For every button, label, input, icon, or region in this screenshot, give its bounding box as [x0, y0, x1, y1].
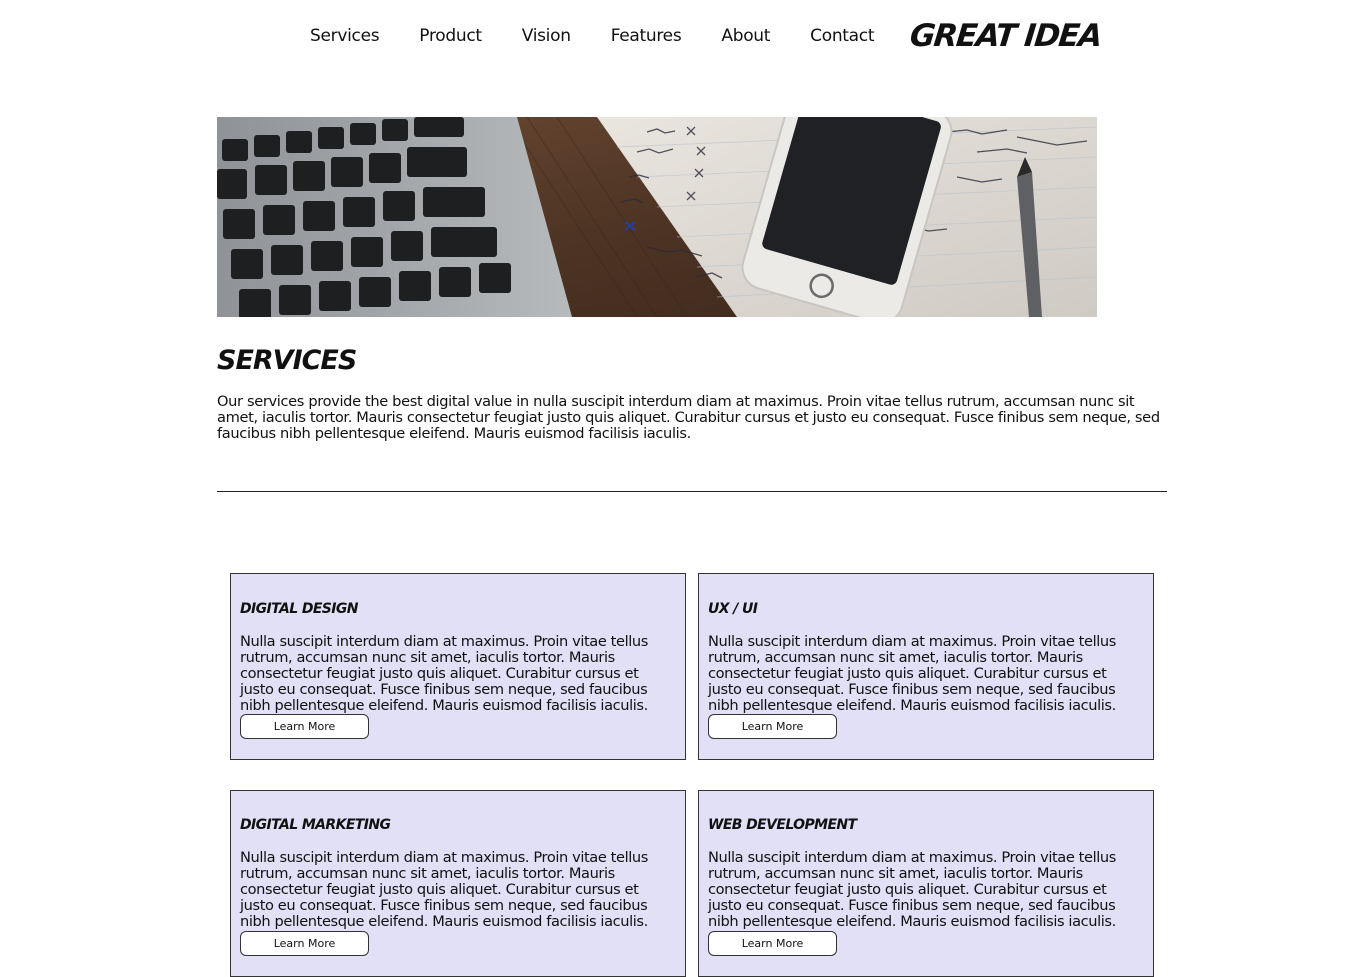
service-card-digital-marketing	[230, 790, 686, 977]
section-divider	[217, 491, 1167, 492]
card-title: DIGITAL MARKETING	[240, 817, 391, 833]
service-card-ux-ui	[698, 573, 1154, 760]
services-intro: Our services provide the best digital value in nulla suscipit interdum diam at maximus. Proin vitae tellus rutrum, accumsan nunc sit amet, iaculis tortor. Mauris consectetur feugiat justo quis aliquet. Curabitur cursus et justo eu consequat. Fusce finibus sem neque, sed faucibus nibh pellentesque eleifend. Mauris euismod facilisis iaculis.	[217, 393, 1160, 442]
site-logo[interactable]	[908, 14, 1103, 58]
card-text: Nulla suscipit interdum diam at maximus. Proin vitae tellus rutrum, accumsan nunc sit amet, iaculis tortor. Mauris consectetur feugiat justo quis aliquet. Curabitur cursus et justo eu consequat. Fusce finibus sem neque, sed faucibus nibh pellentesque eleifend. Mauris euismod facilisis iaculis.	[708, 849, 1116, 930]
learn-more-button[interactable]: Learn More	[708, 931, 837, 956]
logo-text: GREAT IDEA	[908, 18, 1103, 54]
main-nav	[310, 24, 874, 48]
nav-link-services[interactable]: Services	[310, 26, 380, 46]
nav-link-contact[interactable]: Contact	[810, 26, 875, 46]
nav-link-about[interactable]: About	[721, 26, 771, 46]
nav-link-product[interactable]: Product	[419, 26, 482, 46]
service-card-digital-design	[230, 573, 686, 760]
hero-image	[217, 117, 1097, 317]
learn-more-button[interactable]: Learn More	[240, 931, 369, 956]
card-text: Nulla suscipit interdum diam at maximus. Proin vitae tellus rutrum, accumsan nunc sit amet, iaculis tortor. Mauris consectetur feugiat justo quis aliquet. Curabitur cursus et justo eu consequat. Fusce finibus sem neque, sed faucibus nibh pellentesque eleifend. Mauris euismod facilisis iaculis.	[240, 849, 648, 930]
nav-link-features[interactable]: Features	[610, 26, 682, 46]
learn-more-button[interactable]: Learn More	[708, 714, 837, 739]
desk-photo	[217, 117, 1097, 317]
section-title: SERVICES	[217, 345, 357, 376]
service-card-web-development	[698, 790, 1154, 977]
card-title: UX / UI	[708, 601, 758, 617]
card-title: DIGITAL DESIGN	[240, 601, 358, 617]
nav-link-vision[interactable]: Vision	[521, 26, 571, 46]
card-text: Nulla suscipit interdum diam at maximus. Proin vitae tellus rutrum, accumsan nunc sit amet, iaculis tortor. Mauris consectetur feugiat justo quis aliquet. Curabitur cursus et justo eu consequat. Fusce finibus sem neque, sed faucibus nibh pellentesque eleifend. Mauris euismod facilisis iaculis.	[708, 633, 1116, 714]
learn-more-button[interactable]: Learn More	[240, 714, 369, 739]
card-title: WEB DEVELOPMENT	[708, 817, 857, 833]
card-text: Nulla suscipit interdum diam at maximus. Proin vitae tellus rutrum, accumsan nunc sit amet, iaculis tortor. Mauris consectetur feugiat justo quis aliquet. Curabitur cursus et justo eu consequat. Fusce finibus sem neque, sed faucibus nibh pellentesque eleifend. Mauris euismod facilisis iaculis.	[240, 633, 648, 714]
